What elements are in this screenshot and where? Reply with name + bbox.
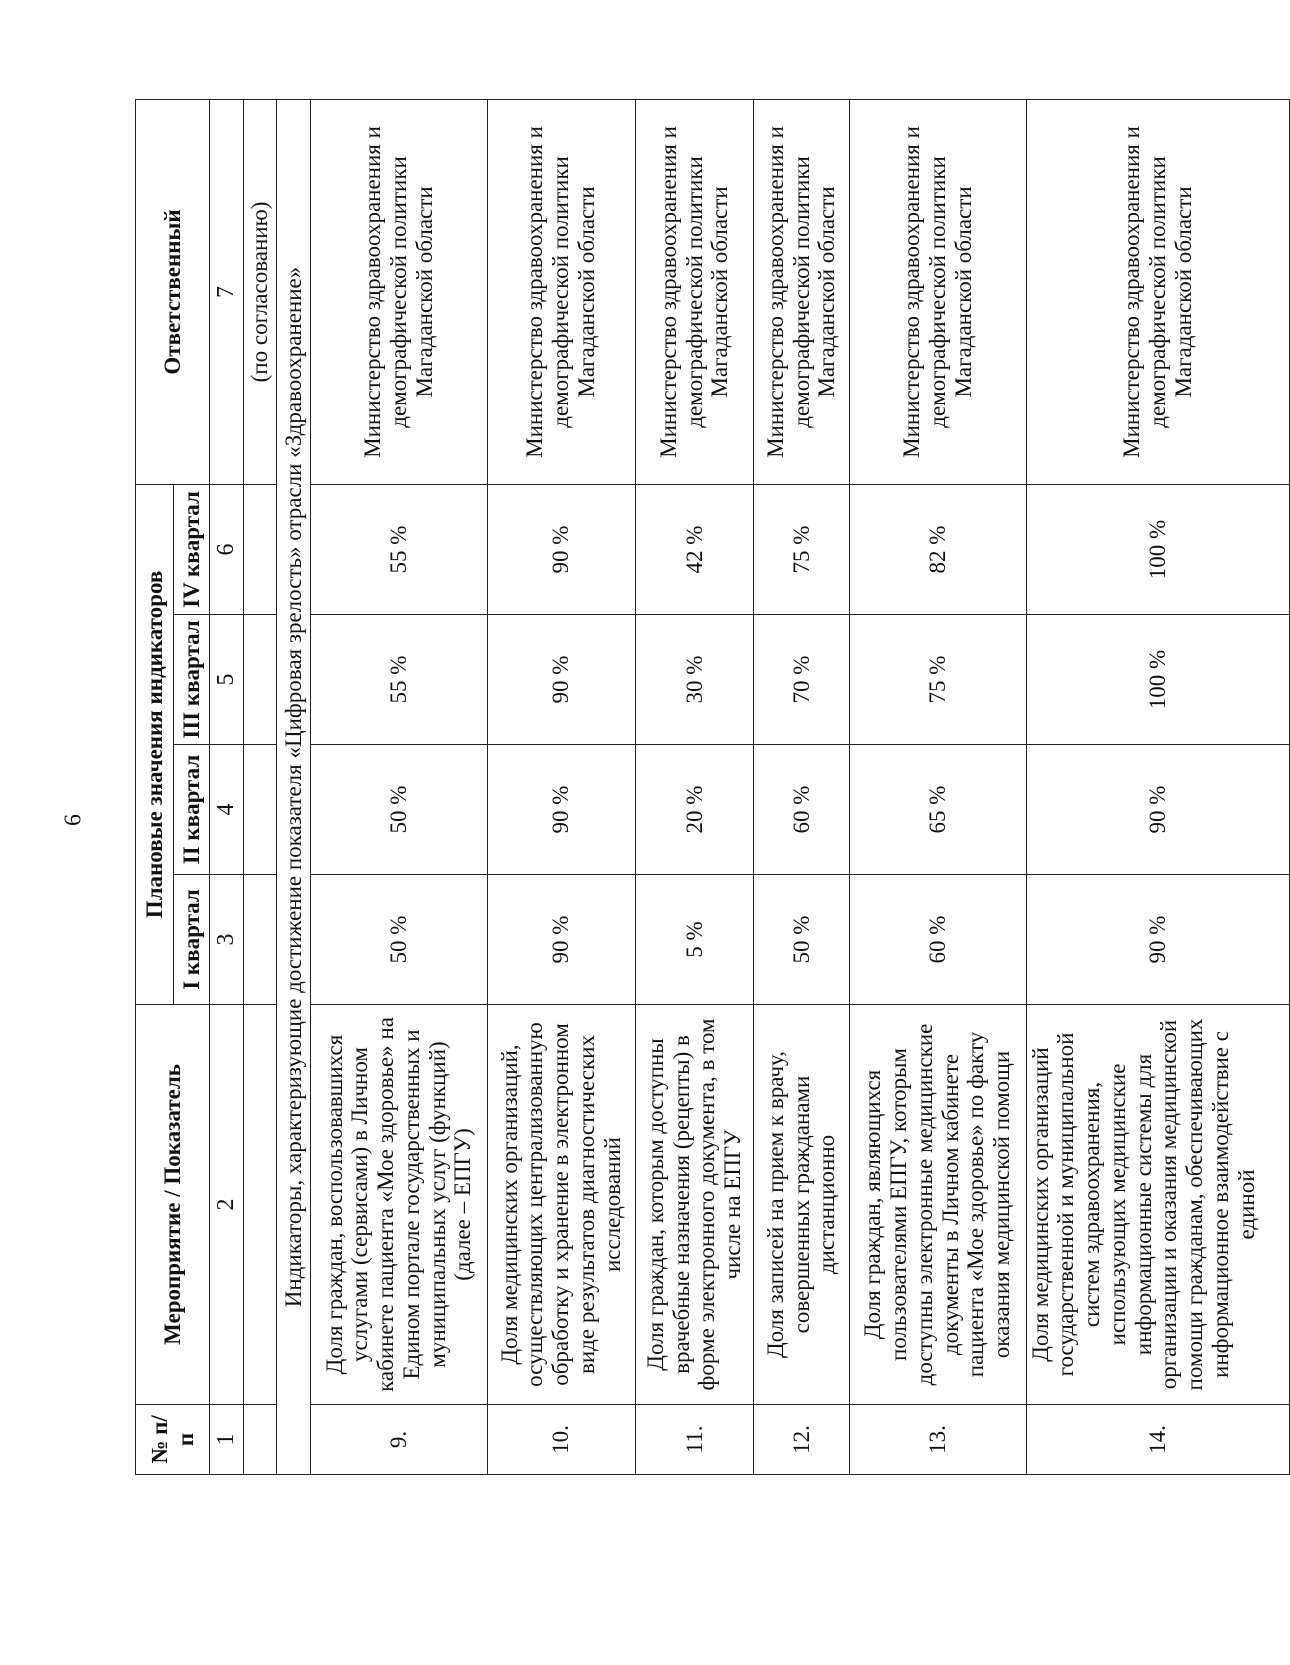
- header-no: № п/п: [136, 1405, 210, 1475]
- empty-cell: [243, 1405, 277, 1475]
- q4-value: 100 %: [1026, 484, 1290, 614]
- empty-cell: [243, 615, 277, 745]
- table-row: [635, 99, 754, 1474]
- q1-value: 90 %: [487, 875, 635, 1005]
- q1-value: 50 %: [754, 875, 849, 1005]
- q3-value: 55 %: [311, 615, 488, 745]
- column-number: 1: [210, 1405, 244, 1475]
- q3-value: 30 %: [635, 615, 754, 745]
- empty-cell: [243, 875, 277, 1005]
- responsible-cell: Министерство здравоохранения и демографической политики Магаданской области: [311, 99, 488, 484]
- table-row: [487, 99, 635, 1474]
- row-number: 13.: [849, 1405, 1026, 1475]
- header-q3: III квартал: [174, 615, 210, 745]
- header-q2: II квартал: [174, 745, 210, 875]
- q4-value: 82 %: [849, 484, 1026, 614]
- row-text: Доля граждан, воспользовавшихся услугами (сервисами) в Личном кабинете пациента «Мое здоровье» на Едином портале государственных и муниципальных услуг (функций) (далее – ЕПГУ): [311, 1005, 488, 1405]
- header-row-1: [136, 99, 174, 1474]
- responsible-cell: Министерство здравоохранения и демографической политики Магаданской области: [487, 99, 635, 484]
- section-row: [277, 99, 311, 1474]
- table-row: [849, 99, 1026, 1474]
- q1-value: 50 %: [311, 875, 488, 1005]
- empty-cell: [243, 484, 277, 614]
- empty-cell: [243, 745, 277, 875]
- column-number-row: [210, 99, 244, 1474]
- q1-value: 5 %: [635, 875, 754, 1005]
- responsible-cell: Министерство здравоохранения и демографической политики Магаданской области: [1026, 99, 1290, 484]
- table-row: [311, 99, 488, 1474]
- row-number: 9.: [311, 1405, 488, 1475]
- header-planned: Плановые значения индикаторов: [136, 484, 174, 1004]
- q4-value: 75 %: [754, 484, 849, 614]
- empty-cell: [243, 1005, 277, 1405]
- column-number: 6: [210, 484, 244, 614]
- q1-value: 60 %: [849, 875, 1026, 1005]
- row-text: Доля граждан, которым доступны врачебные назначения (рецепты) в форме электронного документа, в том числе на ЕПГУ: [635, 1005, 754, 1405]
- row-number: 12.: [754, 1405, 849, 1475]
- row-text: Доля медицинских организаций государственной и муниципальной систем здравоохранения, использующих медицинские информационные системы для организации и оказания медицинской помощи гражданам, обеспечивающих информационное взаимодействие с единой: [1026, 1005, 1290, 1405]
- table-row: [1026, 99, 1290, 1474]
- q2-value: 65 %: [849, 745, 1026, 875]
- column-number: 2: [210, 1005, 244, 1405]
- q4-value: 42 %: [635, 484, 754, 614]
- carryover-row: [243, 99, 277, 1474]
- column-number: 5: [210, 615, 244, 745]
- responsible-cell: Министерство здравоохранения и демографической политики Магаданской области: [635, 99, 754, 484]
- section-title: Индикаторы, характеризующие достижение показателя «Цифровая зрелость» отрасли «Здравоохранение»: [277, 99, 311, 1474]
- q3-value: 70 %: [754, 615, 849, 745]
- q2-value: 20 %: [635, 745, 754, 875]
- column-number: 4: [210, 745, 244, 875]
- q3-value: 100 %: [1026, 615, 1290, 745]
- q3-value: 75 %: [849, 615, 1026, 745]
- q1-value: 90 %: [1026, 875, 1290, 1005]
- q3-value: 90 %: [487, 615, 635, 745]
- header-q1: I квартал: [174, 875, 210, 1005]
- row-number: 10.: [487, 1405, 635, 1475]
- rotated-table-wrapper: [135, 100, 1290, 1475]
- q2-value: 90 %: [487, 745, 635, 875]
- column-number: 7: [210, 99, 244, 484]
- table-row: [754, 99, 849, 1474]
- indicators-table: [135, 99, 1290, 1475]
- row-text: Доля граждан, являющихся пользователями ЕПГУ, которым доступны электронные медицинские документы в Личном кабинете пациента «Мое здоровье» по факту оказания медицинской помощи: [849, 1005, 1026, 1405]
- row-text: Доля медицинских организаций, осуществляющих централизованную обработку и хранение в электронном виде результатов диагностических исследований: [487, 1005, 635, 1405]
- column-number: 3: [210, 875, 244, 1005]
- row-number: 11.: [635, 1405, 754, 1475]
- header-q4: IV квартал: [174, 484, 210, 614]
- q2-value: 60 %: [754, 745, 849, 875]
- carryover-note: (по согласованию): [243, 99, 277, 484]
- q4-value: 90 %: [487, 484, 635, 614]
- responsible-cell: Министерство здравоохранения и демографической политики Магаданской области: [849, 99, 1026, 484]
- header-activity: Мероприятие / Показатель: [136, 1005, 210, 1405]
- row-text: Доля записей на прием к врачу, совершенных гражданами дистанционно: [754, 1005, 849, 1405]
- page-number: 6: [60, 814, 87, 826]
- row-number: 14.: [1026, 1405, 1290, 1475]
- q4-value: 55 %: [311, 484, 488, 614]
- header-responsible: Ответственный: [136, 99, 210, 484]
- q2-value: 50 %: [311, 745, 488, 875]
- responsible-cell: Министерство здравоохранения и демографической политики Магаданской области: [754, 99, 849, 484]
- q2-value: 90 %: [1026, 745, 1290, 875]
